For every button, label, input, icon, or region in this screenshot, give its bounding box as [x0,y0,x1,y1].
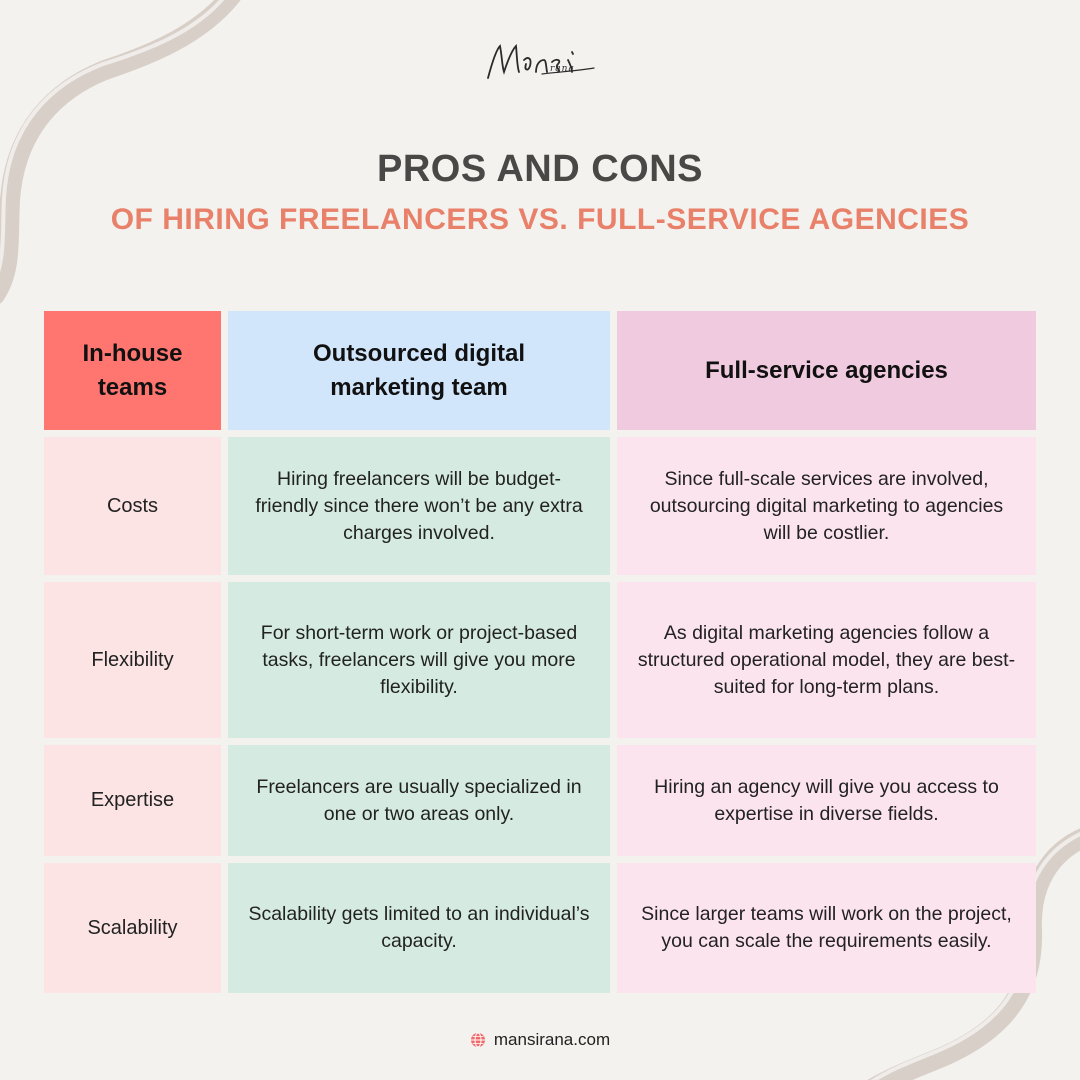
header-label: Full-service agencies [705,356,948,384]
cell-text: Hiring freelancers will be budget-friendly since there won’t be any extra charges involved. [255,467,583,544]
cell-text: Since larger teams will work on the project, you can scale the requirements easily. [641,903,1012,952]
cell-agencies-flexibility [617,582,1036,738]
logo-subtext: rana [550,64,575,74]
row-label-expertise [44,745,221,856]
cell-agencies-expertise [617,745,1036,856]
table-header-in-house [44,311,221,430]
cell-text: Since full-scale services are involved, outsourcing digital marketing to agencies will be costlier. [649,467,1004,544]
cell-text: For short-term work or project-based tasks, freelancers will give you more flexibility. [260,621,578,698]
row-label-text: Costs [106,494,159,517]
table-header-agencies [617,311,1036,430]
cell-text: Hiring an agency will give you access to expertise in diverse fields. [654,775,999,825]
row-label-scalability [44,863,221,993]
cell-text: As digital marketing agencies follow a structured operational model, they are best-suited for long-term plans. [637,621,1016,698]
signature-logo [482,38,602,88]
cell-agencies-scalability [617,863,1036,993]
page-subtitle: OF HIRING FREELANCERS VS. FULL-SERVICE AGENCIES [110,203,970,236]
row-label-flexibility [44,582,221,738]
cell-agencies-costs [617,437,1036,575]
cell-text: Freelancers are usually specialized in one or two areas only. [256,775,582,825]
row-label-text: Scalability [87,916,178,939]
cell-freelancers-scalability [228,863,610,993]
header-label: In-house teams [82,339,183,401]
row-label-text: Expertise [90,789,175,811]
cell-freelancers-expertise [228,745,610,856]
footer [0,1030,1080,1050]
website-link[interactable]: mansirana.com [493,1030,611,1049]
row-label-costs [44,437,221,575]
cell-freelancers-flexibility [228,582,610,738]
table-header-outsourced [228,311,610,430]
globe-icon [470,1032,486,1048]
row-label-text: Flexibility [91,648,174,671]
cell-freelancers-costs [228,437,610,575]
header-label: Outsourced digital marketing team [312,339,525,401]
page-title: PROS AND CONS [376,148,703,190]
cell-text: Scalability gets limited to an individual’s capacity. [248,903,590,952]
